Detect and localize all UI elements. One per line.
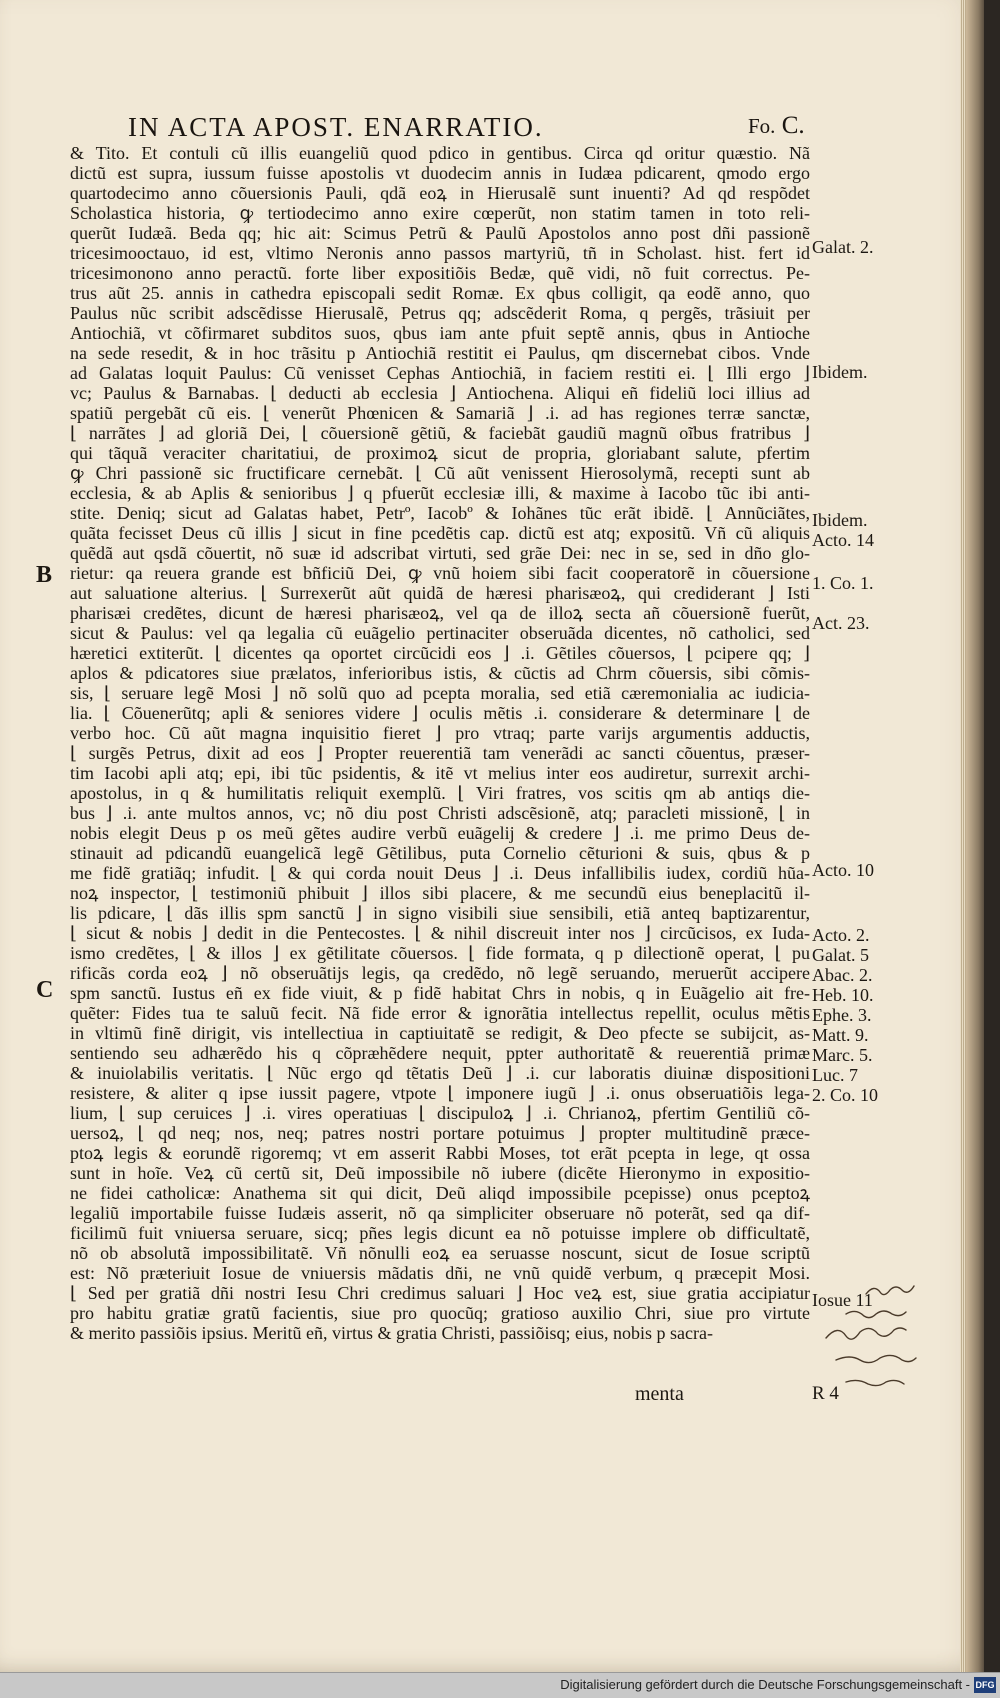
text-line: ptoꝝ legis & eorundẽ rigoremq; vt em asserit Rabbi Moses, tot erãt pcepta in lege, qt ossa [70, 1143, 810, 1163]
text-line: lis pdicare, ⌊ dãs illis spm sanctũ ⌋ in signo visibili siue sensibili, etiã anteq baptizarentur, [70, 903, 810, 923]
text-line: rietur: qa reuera grande est bñficiũ Dei, ꝙ vnũ hoiem sibi facit cooperatorẽ in cõuersione [70, 563, 810, 583]
text-line: & inuiolabilis veritatis. ⌊ Nũc ergo qd tẽtatis Deũ ⌋ .i. cur laboratis diuinæ dispositioni [70, 1063, 810, 1083]
text-line: ꝙ Chri passionẽ sic fructificare cernebãt. ⌊ Cũ aũt venissent Hierosolymã, recepti sunt ab [70, 463, 810, 483]
margin-note: Acto. 2. [812, 925, 870, 945]
viewer-footer [0, 1672, 1000, 1698]
margin-note: Ibidem. [812, 362, 868, 382]
body-text [70, 143, 810, 1343]
text-line: aut saluatione alterius. ⌊ Surrexerũt aũt quidã de hæresi pharisæoꝝ, qui crediderant ⌋ Isti [70, 583, 810, 603]
text-line: spatiũ pergebãt cũ eis. ⌊ venerũt Phœnicen & Samariã ⌋ .i. ad has regiones terræ sanctæ, [70, 403, 810, 423]
margin-note: Luc. 7 [812, 1065, 858, 1085]
text-line: ficilimũ fuit vniuersa seruare, sicq; pñes legis dicunt ea nõ potuisse implere ob difficultatẽ, [70, 1223, 810, 1243]
funding-credit: Digitalisierung gefördert durch die Deutsche Forschungsgemeinschaft - [560, 1677, 970, 1692]
text-line: noꝝ inspector, ⌊ testimoniũ phibuit ⌋ illos sibi placere, & me secundũ eius beneplacitũ il- [70, 883, 810, 903]
text-line: ecclesia, & ab Aplis & senioribus ⌋ q pfuerũt ecclesiæ illi, & maxime à Iacobo tũc ibi anti- [70, 483, 810, 503]
text-line: vc; Paulus & Barnabas. ⌊ deducti ab ecclesia ⌋ Antiochena. Aliqui eñ fideliũ loci illius ad [70, 383, 810, 403]
text-line: na sede resedit, & in hoc trãsitu p Antiochiã restitit ei Paulus, qm discernebat cibos. Vnde [70, 343, 810, 363]
text-line: nõ ob absolutã impossibilitatẽ. Vñ nõnulli eoꝝ ea seruasse noscunt, sicut de Iosue scriptũ [70, 1243, 810, 1263]
folio-prefix: Fo. [748, 114, 776, 138]
text-line: resistere, & aliter q ipse iussit pagere, vtpote ⌊ imponere iugũ ⌋ .i. onus obseruatiõis lega- [70, 1083, 810, 1103]
margin-note: Marc. 5. [812, 1045, 873, 1065]
margin-note: 2. Co. 10 [812, 1085, 879, 1105]
margin-note: Act. 23. [812, 613, 870, 633]
text-line: aplos & pdicatores siue prælatos, inferioribus istis, & cũctis ad Chrm cõuersis, sibi cõmis- [70, 663, 810, 683]
text-line: tim Iacobi apli atq; epi, ibi tũc psidentis, & itẽ vt melius inter eos audiretur, surrexit archi- [70, 763, 810, 783]
catchword: menta [635, 1383, 684, 1405]
text-line: me fidẽ gratiãq; infudit. ⌊ & qui corda nouit Deus ⌋ .i. Deus infallibilis iudex, cordiũ hũa- [70, 863, 810, 883]
text-line: quẽter: Fides tua te saluũ fecit. Nã fide error & ignorãtia intellectus repellit, oculus mẽtis [70, 1003, 810, 1023]
text-line: est: Nõ præteriuit Iosue de vniuersis mãdatis dñi, ne vnũ quidẽ verbum, q præcepit Mosi. [70, 1263, 810, 1283]
folio-value: C. [781, 112, 805, 139]
text-line: sentiendo seu adhærẽdo his q cõpræhẽdere nequit, ppter authoritatẽ & reuerentiã primæ [70, 1043, 810, 1063]
text-line: legaliũ importabile fuisse Iudæis asserit, nõ qa simpliciter obseruare nõ poterãt, sed qa dif- [70, 1203, 810, 1223]
text-line: dictũ est supra, iussum fuisse apostolis vt duodecim annis in Iudæa pdicarent, qmodo ergo [70, 163, 810, 183]
text-line: apostolus, in q & humilitatis reliquit exemplũ. ⌊ Viri fratres, vos scitis qm ab antiqs die- [70, 783, 810, 803]
text-line: in vltimũ finẽ dirigit, vis intellectiua in captiuitatẽ se redigit, & Deo pfecte se subijcit, as- [70, 1023, 810, 1043]
section-letter-b: B [36, 562, 53, 588]
text-line: pharisæi credẽtes, dicunt de hæresi pharisæoꝝ, vel qa de illoꝝ secta añ cõuersionẽ fuerũt, [70, 603, 810, 623]
text-line: hæretici extiterũt. ⌊ dicentes qa oportet circũcidi eos ⌋ .i. Gẽtiles cõuersos, ⌊ pcipere qq; ⌋ [70, 643, 810, 663]
text-line: uersoꝝ, ⌊ qd neq; nos, neq; patres nostri portare potuimus ⌋ propter multitudinẽ præce- [70, 1123, 810, 1143]
text-line: ⌊ surgẽs Petrus, dixit ad eos ⌋ Propter reuerentiã tam venerãdi ac sancti cõuentus, præser- [70, 743, 810, 763]
book-gutter [966, 0, 984, 1672]
text-line: sicut & Paulus: vel qa legalia cũ euãgelio pertinaciter obseruãda dicentes, nõ catholici, sed [70, 623, 810, 643]
text-line: spm sanctũ. Iustus eñ ex fide viuit, & p fidẽ habitat Chrs in nobis, q in Euãgelio ait fre- [70, 983, 810, 1003]
text-line: pro habitu gratiæ gratũ facientis, siue pro quocũq; gratioso auxilio Chri, siue pro virtute [70, 1303, 810, 1323]
text-line: quartodecimo anno cõuersionis Pauli, qdã eoꝝ in Hierusalẽ sunt inuenti? Ad qd respõdet [70, 183, 810, 203]
margin-note: 1. Co. 1. [812, 573, 874, 593]
text-line: ⌊ Sed per gratiã dñi nostri Iesu Chri credimus saluari ⌋ Hoc veꝝ est, siue gratia accipiatur [70, 1283, 810, 1303]
text-line: rificãs corda eoꝝ ⌋ nõ obseruãtijs legis, qa credẽdo, nõ legẽ seruando, meruerũt accipere [70, 963, 810, 983]
margin-note: Ephe. 3. [812, 1005, 872, 1025]
margin-note: Acto. 14 [812, 530, 874, 550]
text-line: sis, ⌊ seruare legẽ Mosi ⌋ nõ solũ quo ad pcepta moralia, sed etiã cæremonialia ac iudicia- [70, 683, 810, 703]
margin-note: Abac. 2. [812, 965, 873, 985]
text-line: stite. Deniq; sicut ad Galatas habet, Petrº, Iacobº & Iohãnes tũc erãt ibidẽ. ⌊ Annũciãtes, [70, 503, 810, 523]
text-line: ne fidei catholicæ: Anathema sit qui dicit, Deũ aliqd impossibile pcepisse) onus pceptoꝝ [70, 1183, 810, 1203]
text-line: tricesimonono anno peractũ. forte liber expositiõis Bedæ, quẽ vidi, nõ fuit correctus. Pe- [70, 263, 810, 283]
text-line: nobis elegit Deus p os meũ gẽtes audire verbũ euãgelij & credere ⌋ .i. me primo Deus de- [70, 823, 810, 843]
margin-note: Galat. 2. [812, 237, 874, 257]
text-line: stinauit ad pdicandũ euangelicã legẽ Gẽtilibus, puta Cornelio cẽturioni & suis, qbus & p [70, 843, 810, 863]
margin-note: Heb. 10. [812, 985, 874, 1005]
text-line: qui tãquã veraciter charitatiui, de proximoꝝ sicut de propria, gloriabant salute, pfertim [70, 443, 810, 463]
margin-note: Matt. 9. [812, 1025, 869, 1045]
text-line: Antiochiã, vt cõfirmaret subditos suos, qbus iam ante pfuit septẽ annis, qbus in Antioche [70, 323, 810, 343]
dfg-logo-icon[interactable]: DFG [974, 1677, 996, 1693]
text-line: querũt Iudæã. Beda qq; hic ait: Scimus Petrũ & Paulũ Apostolos anno post dñi passionẽ [70, 223, 810, 243]
margin-note: Galat. 5 [812, 945, 869, 965]
running-head: IN ACTA APOST. ENARRATIO. [128, 112, 544, 142]
text-line: ad Galatas loquit Paulus: Cũ venisset Cephas Antiochiã, in faciem restiti ei. ⌊ Illi ergo ⌋ [70, 363, 810, 383]
text-line: verbo hoc. Cũ aũt magna inquisitio fieret ⌋ pro vtraq; parte varijs argumentis adductis, [70, 723, 810, 743]
text-line: & merito passiõis ipsius. Meritũ eñ, virtus & gratia Christi, passiõisq; eius, nobis p sacra- [70, 1323, 713, 1343]
text-line: ⌊ narrãtes ⌋ ad gloriã Dei, ⌊ cõuersionẽ gẽtiũ, & faciebãt gaudiũ magnũ oĩbus fratribus ⌋ [70, 423, 810, 443]
margin-note: Ibidem. [812, 510, 868, 530]
text-line: tricesimooctauo, id est, vltimo Neronis anno passos martyriũ, tñ in Scholast. hist. fert id [70, 243, 810, 263]
text-line: & Tito. Et contuli cũ illis euangeliũ quod pdico in gentibus. Circa qd oritur quæstio. Nã [70, 143, 810, 163]
margin-note: Acto. 10 [812, 860, 874, 880]
text-line: trus aũt 25. annis in cathedra episcopali sedit Romæ. Ex qbus colligit, qa eodẽ anno, quo [70, 283, 810, 303]
margin-note: Iosue 11 [812, 1290, 873, 1310]
text-line: Paulus nũc scribit adscẽdisse Hierusalẽ, Petrus qq; adscẽderit Roma, q pergẽs, trãsiuit per [70, 303, 810, 323]
text-line: ⌊ sicut & nobis ⌋ dedit in die Pentecostes. ⌊ & nihil discreuit inter nos ⌋ circũcisos, ex Iuda- [70, 923, 810, 943]
text-line: quãta fecisset Deus cũ illis ⌋ sicut in fine pcedẽtis cap. dictũ est atq; expositũ. Vñ cũ aliquis [70, 523, 810, 543]
text-line: bus ⌋ .i. ante multos annos, vc; nõ diu post Christi adscẽsionẽ, atq; paracleti missionẽ, ⌊ in [70, 803, 810, 823]
text-line: quẽdã aut qsdã cõuertit, nõ suæ id adscribat virtuti, sed grãe Dei: nec in se, sed in dño glo- [70, 543, 810, 563]
text-line: sunt in hoĩe. Veꝝ cũ certũ sit, Deũ impossibile nõ iubere (dicẽte Hieronymo in expositio- [70, 1163, 810, 1183]
text-line: lium, ⌊ sup ceruices ⌋ .i. vires operatiuas ⌊ discipuloꝝ ⌋ .i. Chrianoꝝ, pfertim Gentiliũ cõ- [70, 1103, 810, 1123]
signature-mark: R 4 [812, 1383, 839, 1404]
text-line: ismo credẽtes, ⌊ & illos ⌋ ex gẽtilitate cõuersos. ⌊ fide formata, q p dilectionẽ operat, ⌊ pu [70, 943, 810, 963]
section-letter-c: C [36, 977, 54, 1003]
text-line: lia. ⌊ Cõuenerũtq; apli & seniores videre ⌋ oculis mẽtis .i. considerare & determinare ⌊ de [70, 703, 810, 723]
text-line: Scholastica historia, ꝙ tertiodecimo anno exire cœperũt, non statim tamen in toto reli- [70, 203, 810, 223]
folio-number [748, 112, 805, 140]
